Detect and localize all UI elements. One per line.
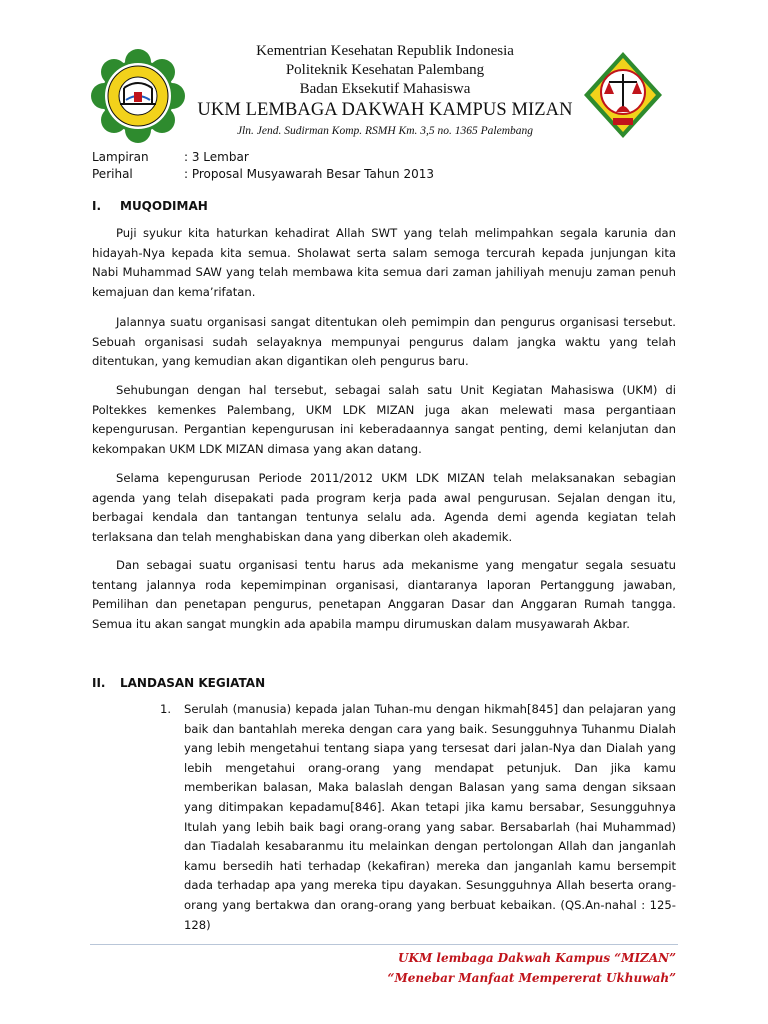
ministry-name: Kementrian Kesehatan Republik Indonesia [256, 43, 514, 59]
paragraph: Dan sebagai suatu organisasi tentu harus ada mekanisme yang mengatur segala sesuatu tentang jalannya roda kepemimpinan organisasi, diantaranya laporan Pertanggung jawaban, Pemilihan dan penetapan pengurus, penetapan Anggaran Dasar dan Anggaran Rumah tangga. Semua itu akan sangat mungkin ada apabila mampu dirumuskan dalam musyawarah Akbar. [92, 558, 676, 631]
student-body-name: Badan Eksekutif Mahasiswa [299, 81, 471, 97]
section-1-number: I. [92, 199, 102, 213]
organization-name: UKM LEMBAGA DAKWAH KAMPUS MIZAN [197, 100, 573, 120]
perihal-label: Perihal [92, 167, 133, 181]
footer-motto: “Menebar Manfaat Mempererat Ukhuwah” [387, 971, 676, 985]
mizan-logo [582, 50, 664, 140]
section-2-heading [92, 676, 265, 690]
section-2-number: II. [92, 676, 106, 690]
perihal-value: : Proposal Musyawarah Besar Tahun 2013 [184, 167, 434, 181]
lampiran-value: : 3 Lembar [184, 150, 249, 164]
paragraph: Sehubungan dengan hal tersebut, sebagai salah satu Unit Kegiatan Mahasiswa (UKM) di Poltekkes kemenkes Palembang, UKM LDK MIZAN juga akan melewati masa pergantiaan kepengurusan. Pergantian kepengurusan ini keberadaannya sangat penting, demi kelanjutan dan kekompakan UKM LDK MIZAN dimasa yang akan datang. [92, 383, 676, 456]
letter-meta [92, 149, 434, 183]
footer-divider [90, 944, 678, 945]
paragraph: Puji syukur kita haturkan kehadirat Allah SWT yang telah melimpahkan segala karunia dan hidayah-Nya kepada kita semua. Sholawat serta salam semoga tercurah kepada junjungan kita Nabi Muhammad SAW yang telah membawa kita semua dari zaman jahiliyah menuju zaman penuh kemajuan dan kema’rifatan. [92, 226, 676, 299]
footer [388, 948, 676, 988]
paragraph: Jalannya suatu organisasi sangat ditentukan oleh pemimpin dan pengurus organisasi tersebut. Sebuah organisasi sudah selayaknya mempunyai pengurus dalam jangka waktu yang telah ditentukan, yang kemudian akan digantikan oleh pengurus baru. [92, 315, 676, 369]
meta-row-perihal [92, 166, 434, 183]
list-item-text: Serulah (manusia) kepada jalan Tuhan-mu dengan hikmah[845] dan pelajaran yang baik dan bantahlah mereka dengan cara yang baik. Sesungguhnya Tuhanmu Dialah yang lebih mengetahui tentang siapa yang tersesat dari jalan-Nya dan Dialah yang lebih mengetahui orang-orang yang mendapat petunjuk. Dan jika kamu memberikan balasan, Maka balaslah dengan Balasan yang sama dengan siksaan yang ditimpakan kepadamu[846]. Akan tetapi jika kamu bersabar, Sesungguhnya Itulah yang lebih baik bagi orang-orang yang sabar. Bersabarlah (hai Muhammad) dan Tiadalah kesabaranmu itu melainkan dengan pertolongan Allah dan janganlah kamu bersedih hati terhadap (kekafiran) mereka dan janganlah kamu bersempit dada terhadap apa yang mereka tipu dayakan. Sesungguhnya Allah beserta orang-orang yang bertakwa dan orang-orang yang berbuat kebaikan. (QS.An-nahal : 125-128) [184, 702, 676, 932]
section-1-title: MUQODIMAH [120, 199, 208, 213]
list-item [160, 700, 676, 935]
section-2-title: LANDASAN KEGIATAN [120, 676, 266, 690]
meta-row-lampiran [92, 149, 434, 166]
section-1-heading [92, 199, 208, 213]
footer-org-line: UKM lembaga Dakwah Kampus “MIZAN” [398, 951, 676, 965]
address: Jln. Jend. Sudirman Komp. RSMH Km. 3,5 no. 1365 Palembang [236, 125, 534, 137]
list-item-number: 1. [160, 702, 172, 716]
lampiran-label: Lampiran [92, 150, 149, 164]
poltekkes-logo [90, 48, 186, 144]
polytechnic-name: Politeknik Kesehatan Palembang [285, 62, 485, 78]
paragraph: Selama kepengurusan Periode 2011/2012 UKM LDK MIZAN telah melaksanakan sebagian agenda yang telah disepakati pada program kerja pada awal pengurusan. Sejalan dengan itu, berbagai kendala dan tantangan tentunya selalu ada. Agenda demi agenda kegiatan telah terlaksana dan telah menghabiskan dana yang diberkan oleh akademik. [92, 471, 676, 544]
letterhead [195, 42, 575, 140]
